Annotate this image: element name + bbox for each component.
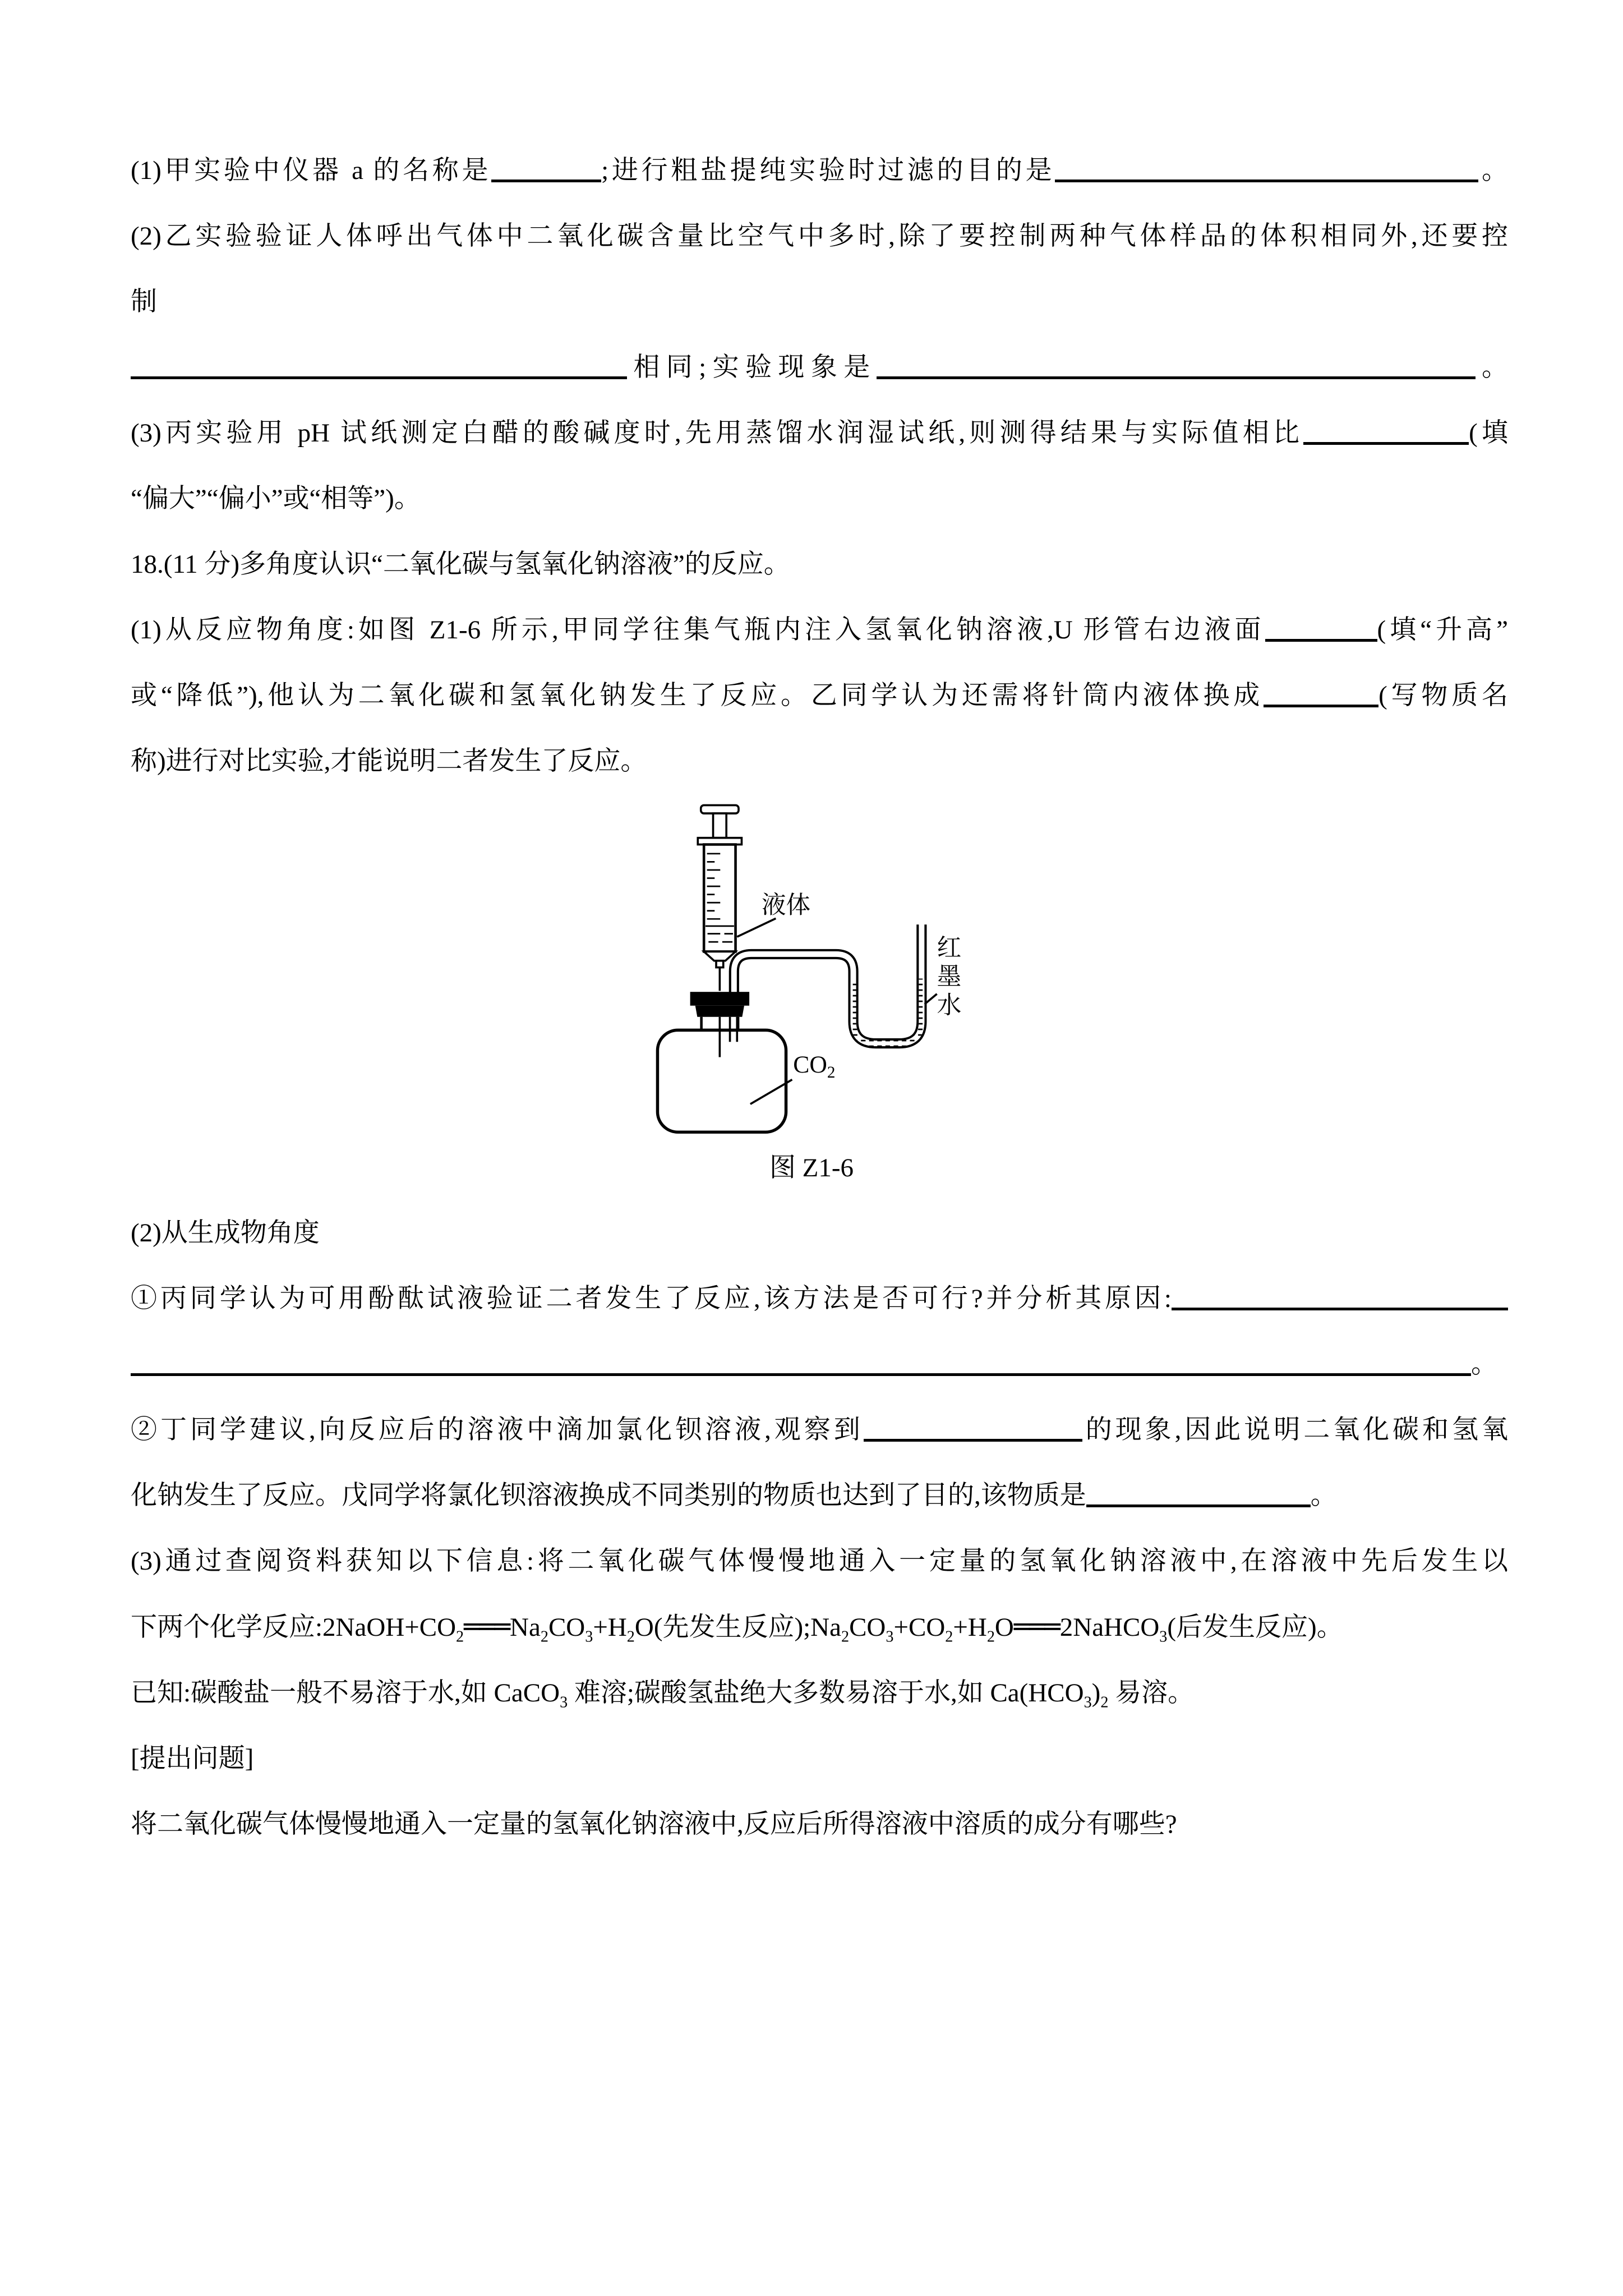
q18-known-facts-line [131, 1660, 1508, 1726]
text-run: 相同;实验现象是 [627, 353, 877, 382]
text-run: (1)甲实验中仪器 a 的名称是 [131, 156, 492, 185]
text-run: 18.(11 分)多角度认识“二氧化碳与氢氧化钠溶液”的反应。 [131, 550, 790, 579]
answer-blank [877, 372, 1476, 379]
text-run: (填“升高” [1377, 615, 1509, 645]
text-run: 。 [1475, 353, 1509, 382]
apparatus-figure [626, 802, 997, 1197]
answer-blank [1265, 635, 1377, 642]
q18-part2-item1-line2 [131, 1332, 1508, 1397]
text-run: 化钠发生了反应。戊同学将氯化钡溶液换成不同类别的物质也达到了目的,该物质是 [131, 1481, 1086, 1510]
text-run: 将二氧化碳气体慢慢地通入一定量的氢氧化钠溶液中,反应后所得溶液中溶质的成分有哪些? [131, 1810, 1177, 1839]
red-ink-label: 红 [937, 935, 962, 962]
text-run: 已知:碳酸盐一般不易溶于水,如 CaCO$_3$ 难溶;碳酸氢盐绝大多数易溶于水,如 $Ca(HCO_3)_2$ 易溶。 [131, 1678, 1195, 1711]
text-run: 称)进行对比实验,才能说明二者发生了反应。 [131, 747, 647, 776]
answer-blank [1086, 1501, 1311, 1507]
text-run: (写物质名 [1378, 681, 1509, 710]
q18-part1-line2 [131, 663, 1508, 729]
u-tube [734, 923, 922, 1043]
q17-part3-line2 [131, 466, 1508, 532]
q18-part1-line3 [131, 729, 1508, 794]
answer-blank [1055, 176, 1478, 182]
answer-blank [1172, 1304, 1508, 1310]
q18-heading [131, 532, 1508, 597]
text-run: ②丁同学建议,向反应后的溶液中滴加氯化钡溶液,观察到 [131, 1415, 864, 1444]
q18-part2-item2-line1 [131, 1397, 1508, 1463]
double-bond-equals: ═══ [464, 1612, 510, 1642]
gas-bottle [657, 1017, 786, 1132]
q18-part3-line2 [131, 1594, 1508, 1660]
q17-part1-line [131, 138, 1508, 204]
q18-part3-line1 [131, 1529, 1508, 1594]
text-run: 。 [1478, 156, 1509, 185]
text-run: ①丙同学认为可用酚酞试液验证二者发生了反应,该方法是否可行?并分析其原因: [131, 1284, 1172, 1313]
text-run: (填 [1469, 418, 1508, 448]
text-run: (2)乙实验验证人体呼出气体中二氧化碳含量比空气中多时,除了要控制两种气体样品的体积相同外,还要控 [131, 222, 1508, 251]
rubber-stopper [690, 992, 749, 1017]
answer-blank [864, 1435, 1082, 1442]
content-bottom [0, 1200, 1623, 1857]
text-run: “偏大”“偏小”或“相等”)。 [131, 484, 421, 513]
q17-part2-line1 [131, 204, 1508, 269]
q17-part2-line3 [131, 335, 1508, 401]
raise-question-line [131, 1792, 1508, 1857]
liquid-leader-line [737, 918, 776, 937]
text-run: [提出问题] [131, 1744, 254, 1773]
text-run: (3)通过查阅资料获知以下信息:将二氧化碳气体慢慢地通入一定量的氢氧化钠溶液中,在溶液中先后发生以 [131, 1547, 1508, 1576]
text-run: 下两个化学反应$:2NaOH+CO_2$ [131, 1613, 464, 1646]
raise-question-heading [131, 1726, 1508, 1792]
text-run: 的现象,因此说明二氧化碳和氢氧 [1082, 1415, 1509, 1444]
q18-part2-heading [131, 1200, 1508, 1266]
double-bond-equals: ═══ [1013, 1612, 1060, 1642]
text-run: 。 [1310, 1481, 1337, 1510]
answer-blank [491, 176, 601, 182]
apparatus-diagram [648, 802, 975, 1139]
red-ink-liquid [854, 979, 922, 1043]
text-run: $Na_2CO_3+H_2O$(先发生反应)$;Na_2CO_3+CO_2+H_2O$ [510, 1613, 1014, 1646]
answer-blank [131, 1369, 1471, 1376]
text-run: 2NaHCO$_3$(后发生反应)。 [1059, 1613, 1343, 1646]
answer-blank [1303, 438, 1469, 445]
answer-blank [131, 372, 627, 379]
text-run: (3)丙实验用 pH 试纸测定白醋的酸碱度时,先用蒸馏水润湿试纸,则测得结果与实际值相比 [131, 418, 1304, 448]
q17-part2-line2 [131, 269, 1508, 335]
q18-part1-line1 [131, 597, 1508, 663]
red-ink-label: 水 [937, 992, 962, 1019]
q17-part3-line1 [131, 401, 1508, 466]
text-run: ;进行粗盐提纯实验时过滤的目的是 [601, 156, 1055, 185]
text-run: (2)从生成物角度 [131, 1218, 320, 1248]
q18-part2-item2-line2 [131, 1463, 1508, 1529]
text-run: 制 [131, 287, 157, 316]
answer-blank [1264, 701, 1378, 707]
text-run: 或“降低”),他认为二氧化碳和氢氧化钠发生了反应。乙同学认为还需将针筒内液体换成 [131, 681, 1264, 710]
figure-caption: 图 Z1-6 [769, 1153, 854, 1182]
content-top [0, 0, 1623, 794]
text-run: (1)从反应物角度:如图 Z1-6 所示,甲同学往集气瓶内注入氢氧化钠溶液,U 形管右边液面 [131, 615, 1265, 645]
text-run: 。 [1471, 1350, 1497, 1379]
q18-part2-item1-line1 [131, 1266, 1508, 1332]
red-ink-label: 墨 [937, 963, 962, 991]
syringe [698, 805, 741, 1057]
liquid-label: 液体 [761, 892, 811, 919]
co2-label: $CO_2$ [793, 1051, 836, 1082]
